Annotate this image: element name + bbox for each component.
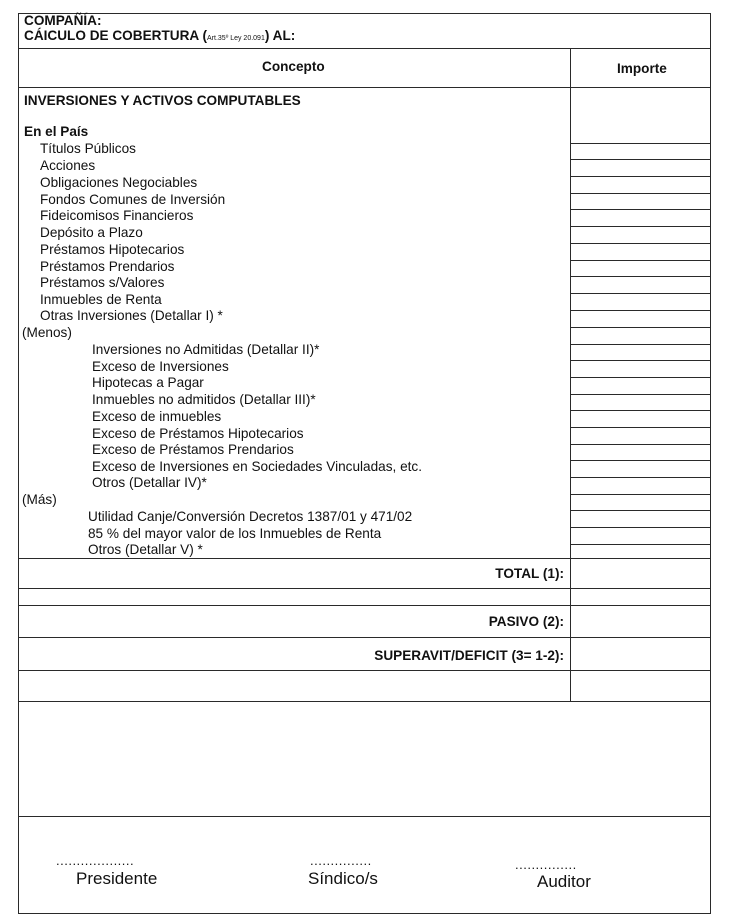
group-menos: (Menos) (22, 325, 72, 340)
signature-line-sindico: ............... (310, 853, 372, 868)
amount-cell-line (570, 193, 711, 194)
amount-cell-line (570, 360, 711, 361)
concept-row: Inmuebles de Renta (40, 292, 162, 307)
total-bottom-line (18, 588, 711, 589)
concept-row: Inversiones no Admitidas (Detallar II)* (92, 342, 320, 357)
calc-title (24, 28, 295, 47)
amount-cell-line (570, 410, 711, 411)
total-label: TOTAL (1): (495, 566, 564, 581)
concept-row: Préstamos Prendarios (40, 259, 175, 274)
concept-row: Exceso de Préstamos Hipotecarios (92, 426, 304, 441)
amount-cell-line (570, 293, 711, 294)
concept-row: Obligaciones Negociables (40, 175, 198, 190)
calc-suffix: ) AL: (264, 28, 296, 43)
concept-row: Inmuebles no admitidos (Detallar III)* (92, 392, 316, 407)
concept-row: Fideicomisos Financieros (40, 208, 194, 223)
concept-row: Préstamos s/Valores (40, 275, 165, 290)
table-bottom-line (18, 701, 711, 702)
amount-cell-line (570, 510, 711, 511)
concept-row: Exceso de Inversiones en Sociedades Vinculadas, etc. (92, 459, 422, 474)
amount-cell-line (570, 243, 711, 244)
amount-cell-line (570, 310, 711, 311)
amount-cell-line (570, 377, 711, 378)
pasivo-bottom-line (18, 637, 711, 638)
amount-cell-line (570, 494, 711, 495)
column-header-divider (18, 87, 711, 88)
signature-auditor: Auditor (537, 872, 591, 891)
amount-cell-line (570, 143, 711, 144)
concept-row: Fondos Comunes de Inversión (40, 192, 226, 207)
amount-cell-line (570, 527, 711, 528)
group-mas: (Más) (22, 492, 57, 507)
amount-cell-line (570, 344, 711, 345)
concept-row: Hipotecas a Pagar (92, 375, 204, 390)
calc-label: CÁICULO DE COBERTURA ( (24, 28, 208, 43)
amount-cell-line (570, 176, 711, 177)
amount-cell-line (570, 427, 711, 428)
amount-cell-line (570, 209, 711, 210)
signature-sindico: Síndico/s (308, 869, 378, 888)
concept-row: Otras Inversiones (Detallar I) * (40, 308, 223, 323)
section-title: INVERSIONES Y ACTIVOS COMPUTABLES (24, 93, 301, 108)
amount-cell-line (570, 477, 711, 478)
concept-row: 85 % del mayor valor de los Inmuebles de Renta (88, 526, 382, 541)
concept-row: Acciones (40, 158, 96, 173)
header-divider (18, 48, 711, 49)
signature-line-auditor: ............... (515, 857, 577, 872)
column-separator (570, 48, 571, 702)
total-top-line (18, 558, 711, 559)
amount-cell-line (570, 159, 711, 160)
notes-bottom-line (18, 816, 711, 817)
amount-cell-line (570, 394, 711, 395)
signature-line-presidente: ................... (56, 853, 135, 868)
concept-row: Otros (Detallar IV)* (92, 475, 207, 490)
amount-cell-line (570, 276, 711, 277)
concept-row: Utilidad Canje/Conversión Decretos 1387/01 y 471/02 (88, 509, 413, 524)
group-en-el-pais: En el País (24, 124, 89, 139)
amount-cell-line (570, 460, 711, 461)
superavit-bottom-line (18, 670, 711, 671)
amount-cell-line (570, 226, 711, 227)
concept-row: Otros (Detallar V) * (88, 542, 203, 557)
concept-row: Préstamos Hipotecarios (40, 242, 185, 257)
superavit-label: SUPERAVIT/DEFICIT (3= 1-2): (374, 648, 564, 663)
amount-cell-line (570, 327, 711, 328)
concept-row: Exceso de Inversiones (92, 359, 229, 374)
column-header-importe: Importe (617, 61, 667, 76)
amount-cell-line (570, 444, 711, 445)
pasivo-top-line (18, 605, 711, 606)
concept-row: Títulos Públicos (40, 141, 136, 156)
column-header-concepto: Concepto (262, 59, 325, 74)
signature-presidente: Presidente (76, 869, 158, 888)
company-label: COMPAÑÍA: (24, 13, 102, 28)
concept-row: Depósito a Plazo (40, 225, 143, 240)
amount-cell-line (570, 260, 711, 261)
pasivo-label: PASIVO (2): (488, 614, 564, 629)
amount-cell-line (570, 544, 711, 545)
concept-row: Exceso de Préstamos Prendarios (92, 442, 294, 457)
concept-row: Exceso de inmuebles (92, 409, 222, 424)
calc-law-ref: Art.35º Ley 20.091 (207, 35, 265, 42)
